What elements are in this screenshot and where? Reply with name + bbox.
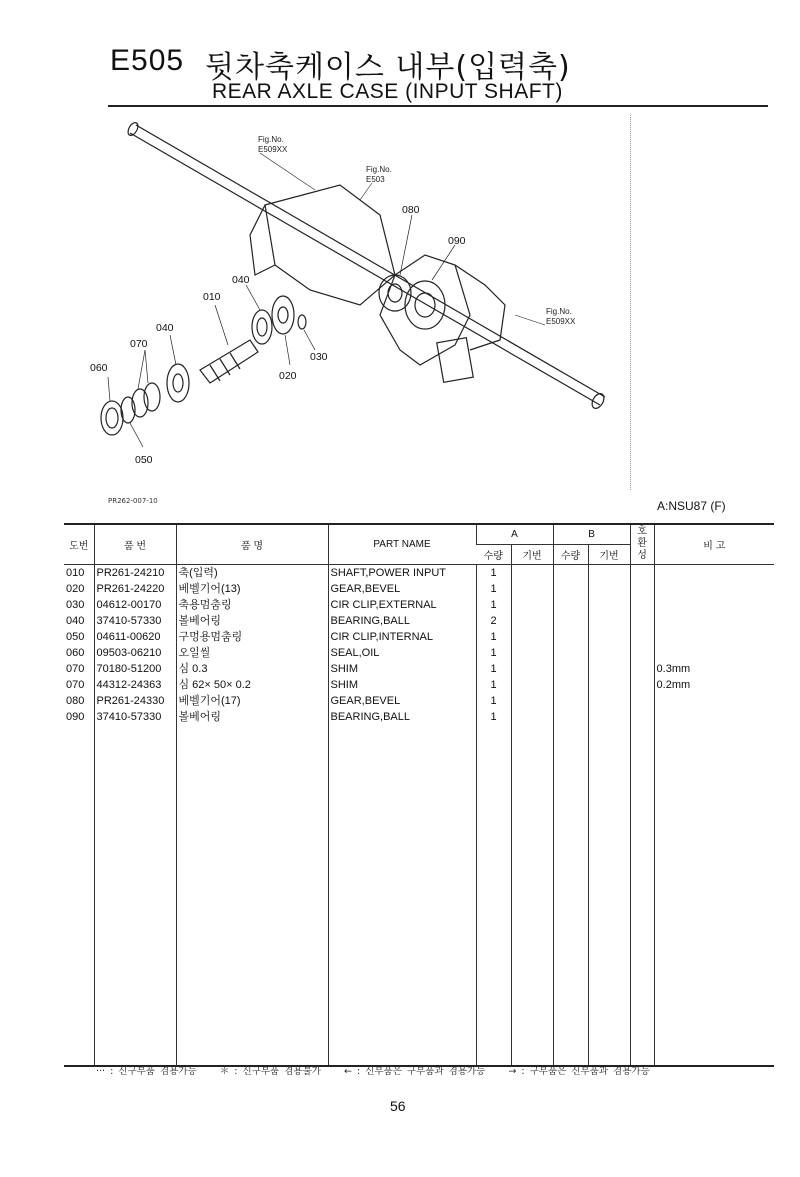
cell-part-name: BEARING,BALL xyxy=(328,613,476,629)
input-shaft-010 xyxy=(200,340,258,383)
shaft-end-left xyxy=(126,121,140,137)
cell-part-no: 37410-57330 xyxy=(94,613,176,629)
legend-item: ＊ : 신구부품 겸용불가 xyxy=(219,1066,321,1077)
cell-part-name: CIR CLIP,INTERNAL xyxy=(328,629,476,645)
fig-ref-2-label: Fig.No. xyxy=(366,165,392,174)
header-group-a: A xyxy=(476,524,553,544)
page-number: 56 xyxy=(390,1098,406,1114)
cell-part-no: PR261-24210 xyxy=(94,564,176,581)
cell-name-korean: 축(입력) xyxy=(176,564,328,581)
cell-ref: 040 xyxy=(66,614,85,627)
table-row xyxy=(64,629,774,645)
callout-030: 030 xyxy=(310,351,328,363)
callout-010: 010 xyxy=(203,291,221,303)
cell-part-name: CIR CLIP,EXTERNAL xyxy=(328,597,476,613)
cell-qty: 1 xyxy=(476,629,511,645)
cell-remark xyxy=(654,613,774,629)
empty-table-row xyxy=(64,985,774,1005)
page-title-english: REAR AXLE CASE (INPUT SHAFT) xyxy=(212,80,563,103)
header-base-a: 기번 xyxy=(511,544,553,564)
cell-qty: 1 xyxy=(476,564,511,581)
fig-ref-2-value: E503 xyxy=(366,175,385,184)
callout-040-upper: 040 xyxy=(232,274,250,286)
cell-remark: 0.2mm xyxy=(654,677,774,693)
cell-remark xyxy=(654,581,774,597)
empty-table-row xyxy=(64,1005,774,1025)
table-row xyxy=(64,693,774,709)
table-row xyxy=(64,597,774,613)
housing-flange-right xyxy=(455,265,505,350)
empty-table-row xyxy=(64,805,774,825)
exploded-parts-diagram xyxy=(60,115,640,510)
callout-060: 060 xyxy=(90,362,108,374)
cell-remark: 0.3mm xyxy=(654,661,774,677)
fig-ref-3-label: Fig.No. xyxy=(546,307,572,316)
cell-name-korean: 심 0.3 xyxy=(176,661,328,677)
cell-part-name: SHIM xyxy=(328,661,476,677)
empty-table-row xyxy=(64,925,774,945)
empty-table-row xyxy=(64,845,774,865)
table-row xyxy=(64,613,774,629)
shim-070-a xyxy=(144,383,160,411)
cell-qty: 1 xyxy=(476,581,511,597)
empty-table-row xyxy=(64,905,774,925)
cell-ref: 020 xyxy=(66,582,85,595)
header-part-no: 품 번 xyxy=(94,524,176,564)
cell-ref: 030 xyxy=(66,598,85,611)
cell-part-no: PR261-24330 xyxy=(94,693,176,709)
header-group-b: B xyxy=(553,524,630,544)
cell-part-name: BEARING,BALL xyxy=(328,709,476,725)
cell-qty: 1 xyxy=(476,661,511,677)
cell-ref: 050 xyxy=(66,630,85,643)
parts-table xyxy=(64,523,774,1067)
cell-part-name: GEAR,BEVEL xyxy=(328,581,476,597)
empty-table-row xyxy=(64,745,774,765)
cell-name-korean: 구멍용멈춤링 xyxy=(176,629,328,645)
table-row xyxy=(64,564,774,581)
header-ref: 도번 xyxy=(64,524,94,564)
cell-name-korean: 심 62× 50× 0.2 xyxy=(176,677,328,693)
parts-table-body xyxy=(64,564,774,1066)
circlip-030 xyxy=(298,315,306,329)
cell-qty: 1 xyxy=(476,709,511,725)
cell-name-korean: 베벨기어(17) xyxy=(176,693,328,709)
empty-table-row xyxy=(64,945,774,965)
header-remarks: 비 고 xyxy=(654,524,774,564)
axle-shaft-upper-line xyxy=(130,133,600,405)
callout-050: 050 xyxy=(135,454,153,466)
cell-ref: 080 xyxy=(66,694,85,707)
header-qty-a: 수량 xyxy=(476,544,511,564)
cell-name-korean: 축용멈춤링 xyxy=(176,597,328,613)
cell-ref: 010 xyxy=(66,566,85,579)
empty-table-row xyxy=(64,785,774,805)
empty-table-row xyxy=(64,825,774,845)
cell-part-no: 37410-57330 xyxy=(94,709,176,725)
cell-part-no: 44312-24363 xyxy=(94,677,176,693)
empty-table-row xyxy=(64,885,774,905)
callout-070: 070 xyxy=(130,338,148,350)
callout-090: 090 xyxy=(448,235,466,247)
figure-reference-code: PR262-007-10 xyxy=(108,497,158,505)
fig-ref-1-value: E509XX xyxy=(258,145,288,154)
cell-remark xyxy=(654,709,774,725)
cell-part-name: SEAL,OIL xyxy=(328,645,476,661)
housing-body xyxy=(265,185,395,305)
page-title-korean: 뒷차축케이스 내부(입력축) xyxy=(205,50,571,85)
header-rule xyxy=(108,105,768,107)
header-name-korean: 품 명 xyxy=(176,524,328,564)
figure-code: E505 xyxy=(110,44,185,77)
cell-qty: 1 xyxy=(476,645,511,661)
bearing-seat-inner xyxy=(415,293,435,317)
cell-qty: 2 xyxy=(476,613,511,629)
legend-item: ··· : 신구부품 겸용가능 xyxy=(96,1066,197,1077)
cell-name-korean: 베벨기어(13) xyxy=(176,581,328,597)
cell-remark xyxy=(654,597,774,613)
interchange-legend xyxy=(96,1063,668,1077)
fig-ref-3-value: E509XX xyxy=(546,317,576,326)
empty-table-row xyxy=(64,765,774,785)
empty-table-row xyxy=(64,865,774,885)
oil-seal-060 xyxy=(101,401,123,435)
cell-name-korean: 볼베어링 xyxy=(176,613,328,629)
cell-remark xyxy=(654,645,774,661)
cell-qty: 1 xyxy=(476,597,511,613)
table-row xyxy=(64,661,774,677)
cell-remark xyxy=(654,693,774,709)
table-row xyxy=(64,677,774,693)
cell-qty: 1 xyxy=(476,693,511,709)
cell-part-no: 04611-00620 xyxy=(94,629,176,645)
bevel-gear-020 xyxy=(272,296,294,334)
cell-ref: 070 xyxy=(66,678,85,691)
shaft-end-right xyxy=(590,392,607,411)
header-base-b: 기번 xyxy=(588,544,630,564)
legend-item: → : 구부품은 신부품과 겸용가능 xyxy=(508,1066,650,1077)
cell-part-no: PR261-24220 xyxy=(94,581,176,597)
cell-part-name: GEAR,BEVEL xyxy=(328,693,476,709)
callout-080: 080 xyxy=(402,204,420,216)
table-row xyxy=(64,645,774,661)
cell-part-no: 70180-51200 xyxy=(94,661,176,677)
cell-part-name: SHIM xyxy=(328,677,476,693)
cell-ref: 060 xyxy=(66,646,85,659)
empty-table-row xyxy=(64,725,774,745)
callout-020: 020 xyxy=(279,370,297,382)
bearing-040-lower xyxy=(167,364,189,402)
cell-part-no: 04612-00170 xyxy=(94,597,176,613)
empty-table-row xyxy=(64,1025,774,1045)
header-interchange: 호환성 xyxy=(630,524,654,564)
header-qty-b: 수량 xyxy=(553,544,588,564)
cell-remark xyxy=(654,564,774,581)
cell-remark xyxy=(654,629,774,645)
model-designation: A:NSU87 (F) xyxy=(657,499,726,513)
table-row xyxy=(64,709,774,725)
cell-part-name: SHAFT,POWER INPUT xyxy=(328,564,476,581)
bearing-040-upper xyxy=(252,310,272,344)
cell-ref: 090 xyxy=(66,710,85,723)
cell-name-korean: 오일씰 xyxy=(176,645,328,661)
cell-part-no: 09503-06210 xyxy=(94,645,176,661)
empty-table-row xyxy=(64,965,774,985)
housing-body-right xyxy=(380,255,470,365)
header-part-name: PART NAME xyxy=(328,524,476,564)
cell-name-korean: 볼베어링 xyxy=(176,709,328,725)
table-row xyxy=(64,581,774,597)
cell-ref: 070 xyxy=(66,662,85,675)
legend-item: ← : 신부품은 구부품과 겸용가능 xyxy=(344,1066,486,1077)
cell-qty: 1 xyxy=(476,677,511,693)
fig-ref-1-label: Fig.No. xyxy=(258,135,284,144)
callout-040-lower: 040 xyxy=(156,322,174,334)
